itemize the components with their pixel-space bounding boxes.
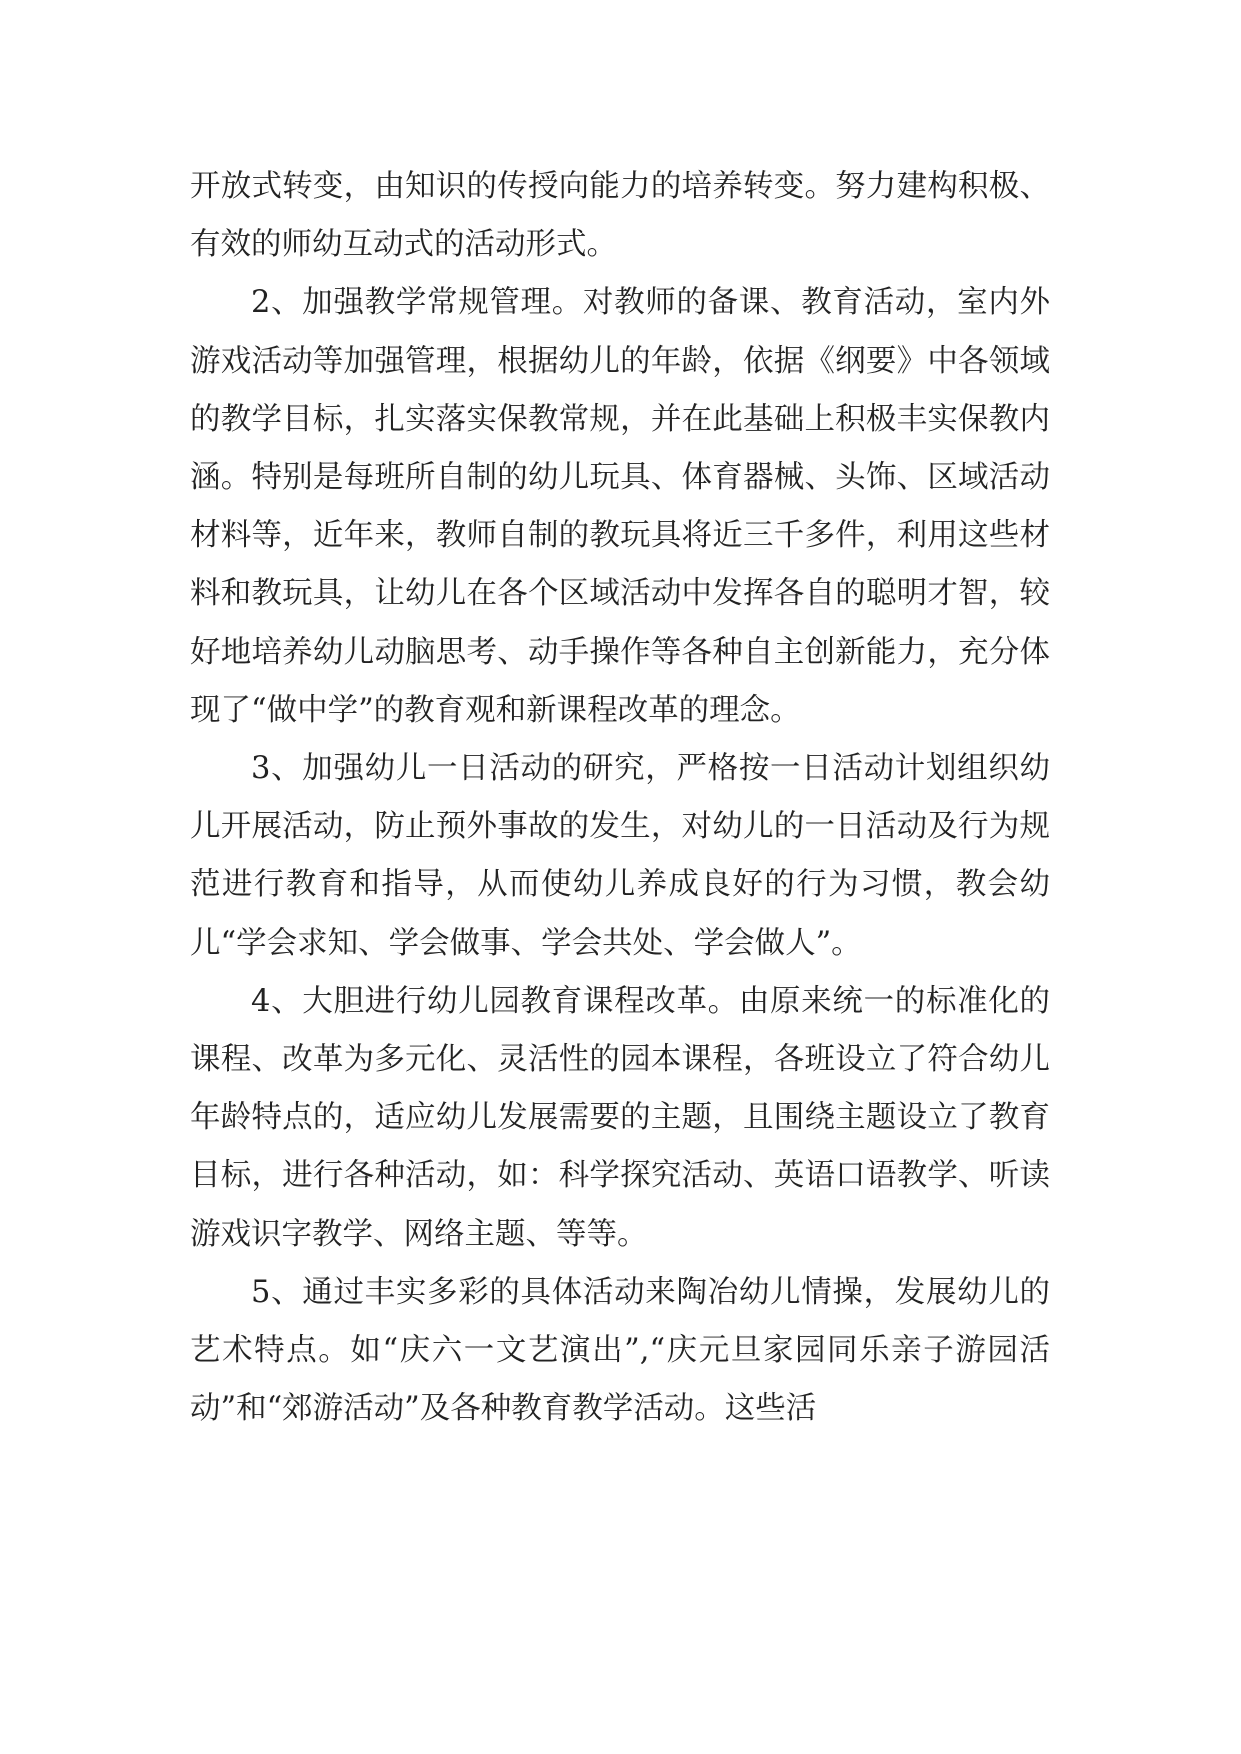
paragraph-item-2: 2、加强教学常规管理。对教师的备课、教育活动，室内外游戏活动等加强管理，根据幼儿的年龄，依据《纲要》中各领域的教学目标，扎实落实保教常规，并在此基础上积极丰实保教内涵。特别是每班所自制的幼儿玩具、体育器械、头饰、区域活动材料等，近年来，教师自制的教玩具将近三千多件，利用这些材料和教玩具，让幼儿在各个区域活动中发挥各自的聪明才智，较好地培养幼儿动脑思考、动手操作等各种自主创新能力，充分体现了“做中学”的教育观和新课程改革的理念。	[190, 285, 1050, 728]
paragraph-item-4: 4、大胆进行幼儿园教育课程改革。由原来统一的标准化的课程、改革为多元化、灵活性的园本课程，各班设立了符合幼儿年龄特点的，适应幼儿发展需要的主题，且围绕主题设立了教育目标，进行各种活动，如：科学探究活动、英语口语教学、听读游戏识字教学、网络主题、等等。	[190, 983, 1050, 1252]
paragraph-item-3: 3、加强幼儿一日活动的研究，严格按一日活动计划组织幼儿开展活动，防止预外事故的发生，对幼儿的一日活动及行为规范进行教育和指导，从而使幼儿养成良好的行为习惯，教会幼儿“学会求知、学会做事、学会共处、学会做人”。	[190, 751, 1050, 961]
paragraph-continuation: 开放式转变，由知识的传授向能力的培养转变。努力建构积极、有效的师幼互动式的活动形式。	[190, 169, 1050, 263]
document-body	[190, 158, 1050, 1438]
paragraph-item-5: 5、通过丰实多彩的具体活动来陶冶幼儿情操，发展幼儿的艺术特点。如“庆六一文艺演出”,“庆元旦家园同乐亲子游园活动”和“郊游活动”及各种教育教学活动。这些活	[190, 1274, 1050, 1427]
